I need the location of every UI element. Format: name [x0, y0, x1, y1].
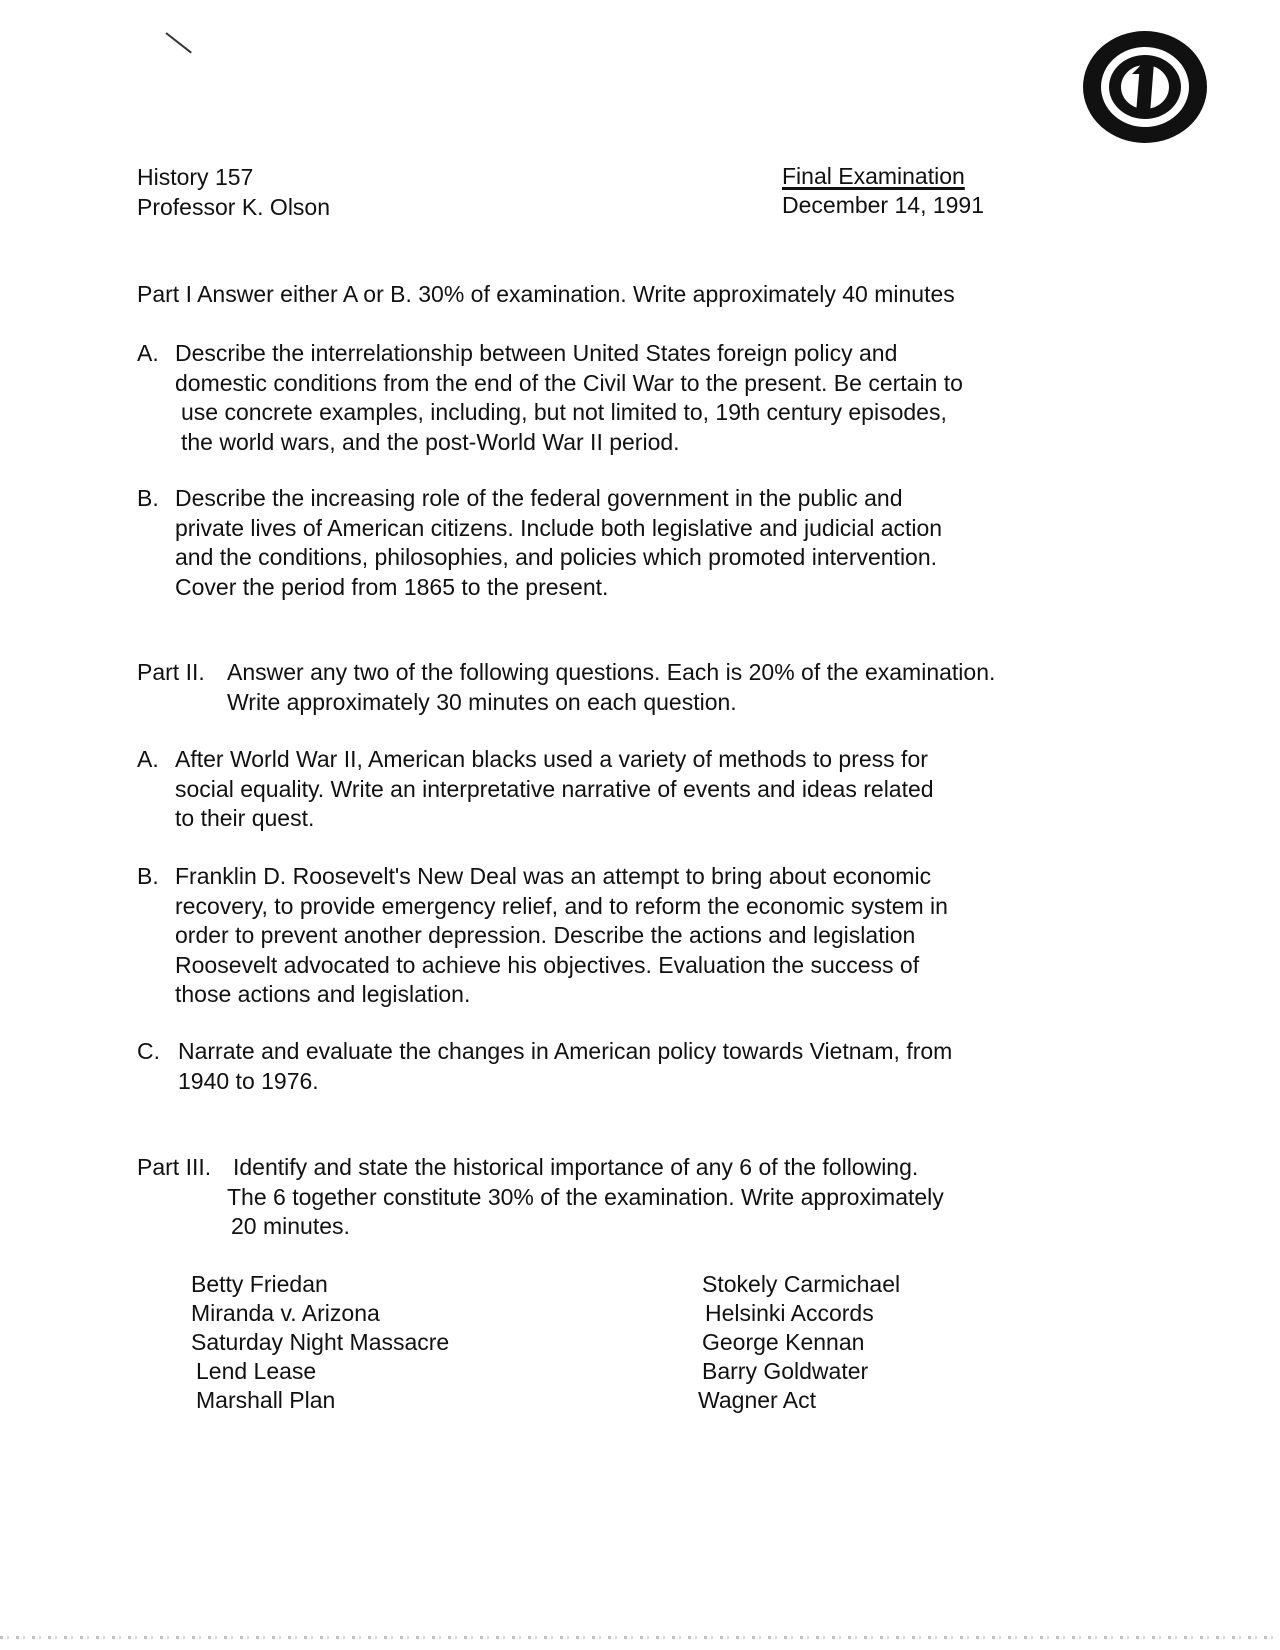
question-line: After World War II, American blacks used a variety of methods to press for [175, 746, 928, 772]
professor-name: Professor K. Olson [137, 194, 331, 220]
term-item: Betty Friedan [191, 1271, 328, 1297]
question-line: and the conditions, philosophies, and policies which promoted intervention. [175, 544, 938, 570]
term-item: Saturday Night Massacre [191, 1329, 450, 1355]
part2-heading [227, 658, 995, 717]
part2-question-b [175, 862, 948, 1010]
scan-mark [165, 32, 191, 53]
question-line: Roosevelt advocated to achieve his objectives. Evaluation the success of [175, 951, 920, 978]
term-item: Wagner Act [698, 1387, 817, 1413]
question-line: Franklin D. Roosevelt's New Deal was an attempt to bring about economic [175, 863, 932, 889]
part3-heading [227, 1153, 944, 1242]
question-line: Narrate and evaluate the changes in American policy towards Vietnam, from [178, 1038, 953, 1064]
heading-line: 20 minutes. [231, 1213, 350, 1239]
term-item: Barry Goldwater [702, 1358, 869, 1384]
question-line: Describe the interrelationship between United States foreign policy and [175, 340, 898, 366]
heading-line: Write approximately 30 minutes on each question. [227, 688, 737, 715]
part1-question-a-label: A. [137, 340, 159, 366]
term-item: Marshall Plan [196, 1387, 336, 1413]
scan-edge-noise [0, 1636, 1280, 1639]
part2-question-c [178, 1037, 952, 1096]
question-line: those actions and legislation. [175, 981, 471, 1007]
circled-one-stamp-icon [1070, 22, 1220, 152]
question-line: Describe the increasing role of the federal government in the public and [175, 485, 903, 511]
course-name: History 157 [137, 164, 254, 190]
term-item: Stokely Carmichael [702, 1271, 901, 1297]
exam-title: Final Examination [782, 163, 965, 189]
heading-line: The 6 together constitute 30% of the examination. Write approximately [227, 1183, 944, 1210]
question-line: to their quest. [175, 805, 315, 831]
question-line: social equality. Write an interpretative narrative of events and ideas related [175, 775, 934, 802]
term-item: Helsinki Accords [705, 1300, 874, 1326]
question-line: the world wars, and the post-World War II period. [181, 428, 680, 455]
part1-heading: Part I Answer either A or B. 30% of examination. Write approximately 40 minutes [137, 281, 955, 307]
term-item: Lend Lease [196, 1358, 317, 1384]
part2-question-b-label: B. [137, 863, 159, 889]
term-item: George Kennan [702, 1329, 865, 1355]
part2-question-a [175, 745, 934, 834]
part1-question-b [175, 484, 942, 602]
part2-question-c-label: C. [137, 1038, 160, 1064]
part1-question-b-label: B. [137, 485, 159, 511]
question-line: order to prevent another depression. Describe the actions and legislation [175, 922, 916, 948]
question-line: recovery, to provide emergency relief, and to reform the economic system in [175, 892, 948, 919]
term-item: Miranda v. Arizona [191, 1300, 380, 1326]
question-line: private lives of American citizens. Include both legislative and judicial action [175, 514, 943, 541]
part3-heading-label: Part III. [137, 1154, 212, 1180]
question-line: domestic conditions from the end of the Civil War to the present. Be certain to [175, 369, 963, 396]
part2-question-a-label: A. [137, 746, 159, 772]
heading-line: Answer any two of the following questions. Each is 20% of the examination. [227, 659, 996, 685]
exam-title-block [782, 162, 965, 191]
exam-date: December 14, 1991 [782, 192, 985, 218]
question-line: use concrete examples, including, but not limited to, 19th century episodes, [181, 399, 947, 425]
part2-heading-label: Part II. [137, 659, 205, 685]
terms-right-column [698, 1270, 901, 1415]
part1-question-a [175, 339, 963, 457]
terms-left-column [191, 1270, 449, 1415]
heading-line: Identify and state the historical importance of any 6 of the following. [233, 1154, 919, 1180]
question-line: 1940 to 1976. [178, 1067, 319, 1094]
question-line: Cover the period from 1865 to the present. [175, 573, 609, 600]
